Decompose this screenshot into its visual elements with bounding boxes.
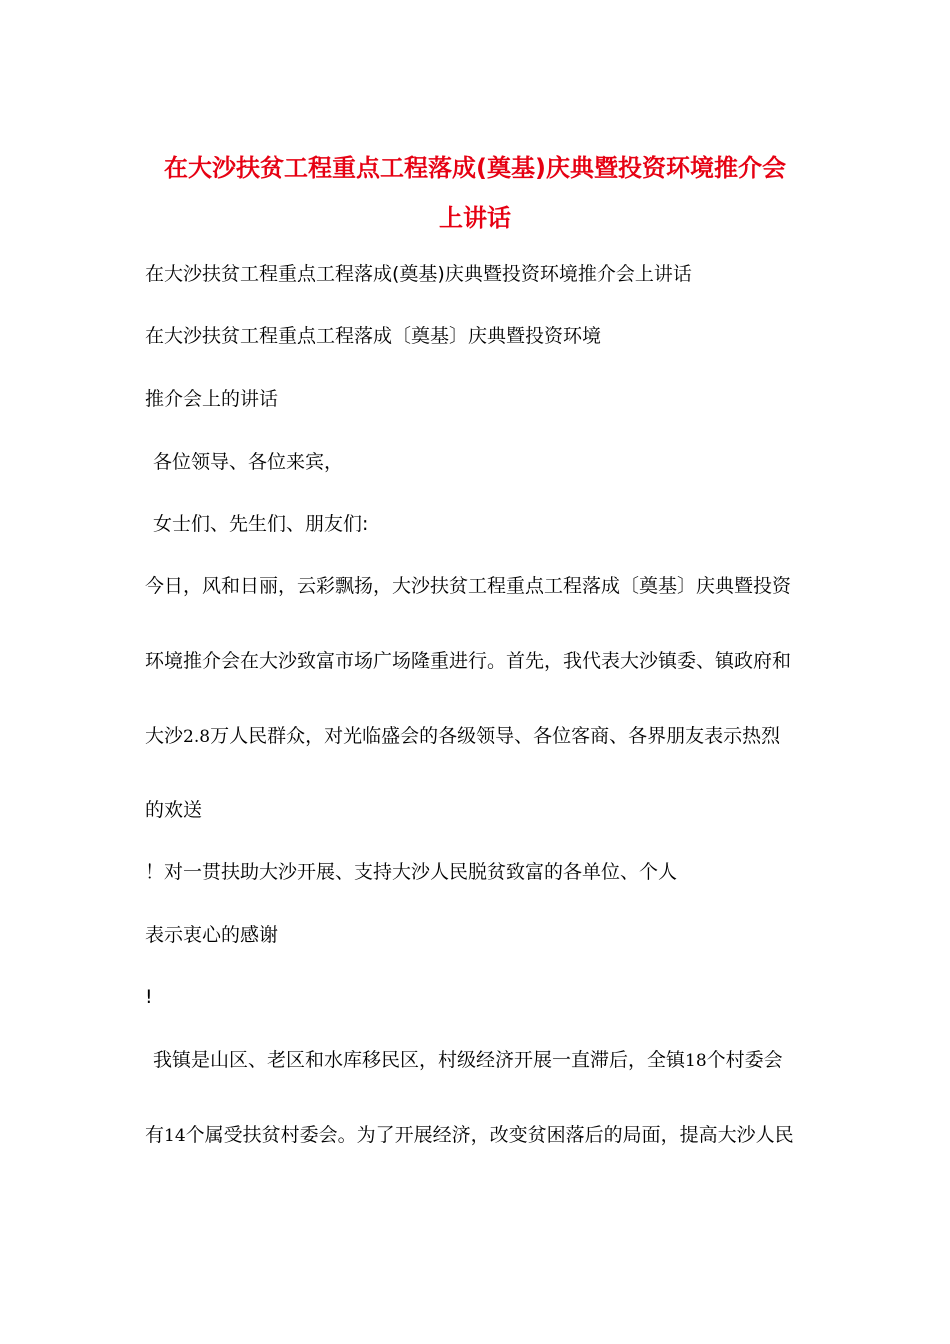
salutation-1: 各位领导、各位来宾， bbox=[153, 451, 344, 473]
paragraph-2-line-1 bbox=[153, 1047, 783, 1074]
paragraph-1-line-3 bbox=[145, 723, 780, 750]
paragraph-2-line-2-text-b: 个属受扶贫村委会。为了开展经济，改变贫困落后的局面，提高大沙人民 bbox=[185, 1124, 794, 1146]
paragraph-1-line-2: 环境推介会在大沙致富市场广场隆重进行。首先，我代表大沙镇委、镇政府和 bbox=[145, 650, 792, 672]
heading-line-2: 推介会上的讲话 bbox=[145, 388, 279, 410]
document-title-line-2: 上讲话 bbox=[439, 204, 511, 232]
paragraph-2-line-2 bbox=[145, 1122, 794, 1149]
document-title-line-1: 在大沙扶贫工程重点工程落成(奠基)庆典暨投资环境推介会 bbox=[164, 154, 786, 182]
village-count-number: 18 bbox=[685, 1051, 707, 1071]
paragraph-2-line-2-text-a: 有 bbox=[145, 1124, 165, 1146]
paragraph-2-line-1-text-b: 个村委会 bbox=[706, 1049, 783, 1071]
paragraph-1-line-3-text-b: 万人民群众，对光临盛会的各级领导、各位客商、各界朋友表示热烈 bbox=[210, 725, 781, 747]
paragraph-1-line-4: 的欢送 bbox=[145, 799, 203, 821]
paragraph-2-line-1-text-a: 我镇是山区、老区和水库移民区，村级经济开展一直滞后，全镇 bbox=[153, 1049, 686, 1071]
paragraph-1-line-5: ！对一贯扶助大沙开展、支持大沙人民脱贫致富的各单位、个人 bbox=[145, 861, 678, 883]
salutation-2: 女士们、先生们、朋友们: bbox=[153, 513, 369, 535]
heading-line-1: 在大沙扶贫工程重点工程落成〔奠基〕庆典暨投资环境 bbox=[145, 325, 602, 347]
subtitle: 在大沙扶贫工程重点工程落成(奠基)庆典暨投资环境推介会上讲话 bbox=[145, 263, 692, 285]
population-number: 2.8 bbox=[183, 727, 211, 747]
paragraph-1-line-7: ! bbox=[145, 986, 153, 1008]
paragraph-1-line-3-text-a: 大沙 bbox=[145, 725, 184, 747]
paragraph-1-line-6: 表示衷心的感谢 bbox=[145, 924, 279, 946]
paragraph-1-line-1: 今日，风和日丽，云彩飘扬，大沙扶贫工程重点工程落成〔奠基〕庆典暨投资 bbox=[145, 575, 792, 597]
poor-village-count-number: 14 bbox=[164, 1126, 186, 1146]
